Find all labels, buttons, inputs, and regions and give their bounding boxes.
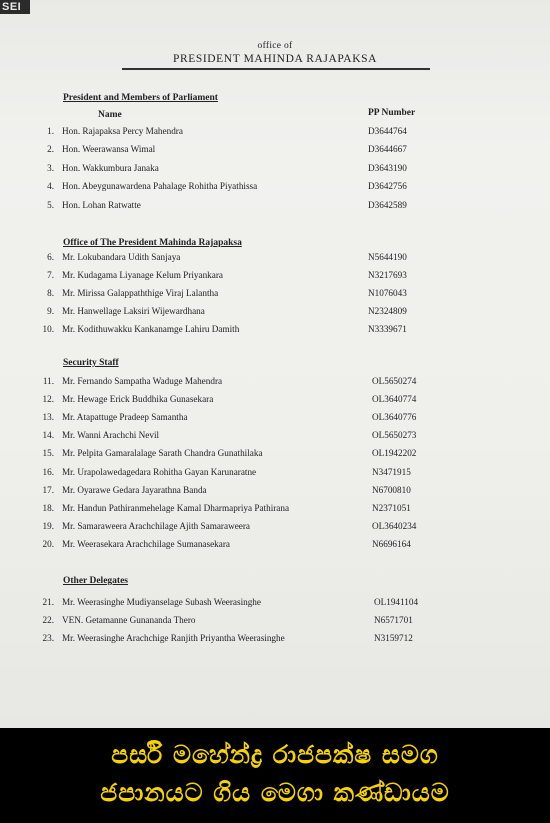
list-item bbox=[0, 503, 550, 517]
passport-number: N3471915 bbox=[372, 466, 411, 477]
item-number: 11. bbox=[42, 376, 54, 386]
item-number: 23. bbox=[42, 633, 54, 644]
item-number: 8. bbox=[47, 288, 54, 299]
delegate-name: Mr. Handun Pathiranmehelage Kamal Dharmapriya Pathirana bbox=[62, 502, 290, 513]
list-item bbox=[0, 412, 550, 426]
section-title: Security Staff bbox=[63, 358, 119, 368]
delegate-name: Mr. Weerasinghe Arachchige Ranjith Priyantha Weerasinghe bbox=[62, 633, 285, 644]
item-number: 21. bbox=[42, 597, 54, 607]
list-item bbox=[0, 394, 550, 408]
caption-line-1: පර්සි මහේන්ද්‍ර රාජපක්ෂ සමග bbox=[111, 740, 439, 769]
passport-number: N2371051 bbox=[372, 502, 411, 513]
passport-number: N6696164 bbox=[372, 538, 411, 549]
item-number: 7. bbox=[47, 270, 54, 281]
passport-number: OL3640776 bbox=[372, 412, 417, 423]
passport-number: OL5650273 bbox=[372, 430, 417, 441]
passport-number: D3644667 bbox=[368, 144, 407, 155]
delegate-name: Mr. Hanwellage Laksiri Wijewardhana bbox=[62, 306, 205, 317]
list-item bbox=[0, 615, 550, 629]
delegate-name: Mr. Weerasekara Arachchilage Sumanasekara bbox=[62, 538, 230, 549]
passport-number: N5644190 bbox=[368, 252, 407, 262]
list-item bbox=[0, 633, 550, 647]
header-divider bbox=[122, 68, 430, 70]
passport-number: OL1942202 bbox=[372, 448, 417, 459]
delegate-name: Mr. Weerasinghe Mudiyanselage Subash Weerasinghe bbox=[62, 597, 261, 607]
item-number: 15. bbox=[42, 448, 54, 459]
list-item bbox=[0, 252, 550, 266]
list-item bbox=[0, 430, 550, 444]
list-item bbox=[0, 288, 550, 302]
delegate-name: Mr. Pelpita Gamaralalage Sarath Chandra Gunathilaka bbox=[62, 448, 263, 459]
list-item bbox=[0, 467, 550, 481]
item-number: 13. bbox=[42, 412, 54, 423]
list-item bbox=[0, 126, 550, 140]
list-item bbox=[0, 597, 550, 611]
list-item bbox=[0, 324, 550, 338]
list-item bbox=[0, 270, 550, 284]
item-number: 10. bbox=[42, 324, 54, 335]
passport-number: N3159712 bbox=[374, 633, 413, 644]
header-office-of: office of bbox=[257, 41, 293, 51]
passport-number: OL3640234 bbox=[372, 520, 417, 531]
delegate-name: Mr. Wanni Arachchi Nevil bbox=[62, 430, 160, 441]
delegate-name: VEN. Getamanne Gunananda Thero bbox=[62, 615, 196, 626]
list-item bbox=[0, 448, 550, 462]
item-number: 4. bbox=[47, 181, 54, 192]
item-number: 6. bbox=[47, 252, 54, 262]
item-number: 14. bbox=[42, 430, 54, 441]
passport-number: N1076043 bbox=[368, 288, 407, 299]
item-number: 2. bbox=[47, 144, 54, 155]
passport-number: D3643190 bbox=[368, 162, 407, 173]
delegate-name: Hon. Rajapaksa Percy Mahendra bbox=[62, 126, 183, 136]
list-item bbox=[0, 144, 550, 158]
delegate-name: Mr. Fernando Sampatha Waduge Mahendra bbox=[62, 376, 223, 386]
delegate-name: Mr. Oyarawe Gedara Jayarathna Banda bbox=[62, 484, 207, 495]
item-number: 17. bbox=[42, 484, 54, 495]
list-item bbox=[0, 306, 550, 320]
delegate-name: Mr. Mirissa Galappaththige Viraj Lalantha bbox=[62, 288, 219, 299]
item-number: 9. bbox=[47, 306, 54, 317]
passport-number: N3339671 bbox=[368, 324, 407, 335]
delegate-name: Hon. Lohan Ratwatte bbox=[62, 199, 141, 210]
delegate-name: Hon. Wakkumbura Janaka bbox=[62, 162, 159, 173]
item-number: 16. bbox=[42, 466, 54, 477]
delegate-name: Hon. Abeygunawardena Pahalage Rohitha Piyathissa bbox=[62, 181, 258, 192]
passport-number: D3644764 bbox=[368, 126, 407, 136]
delegate-name: Mr. Lokubandara Udith Sanjaya bbox=[62, 252, 181, 262]
column-header-pp-number: PP Number bbox=[368, 108, 416, 118]
list-item bbox=[0, 539, 550, 553]
item-number: 18. bbox=[42, 502, 54, 513]
list-item bbox=[0, 163, 550, 177]
passport-number: N2324809 bbox=[368, 306, 407, 317]
item-number: 3. bbox=[47, 162, 54, 173]
passport-number: OL3640774 bbox=[372, 394, 417, 405]
header-president: PRESIDENT MAHINDA RAJAPAKSA bbox=[172, 53, 378, 65]
passport-number: N6571701 bbox=[374, 615, 413, 626]
passport-number: OL5650274 bbox=[372, 376, 417, 386]
delegate-name: Mr. Atapattuge Pradeep Samantha bbox=[62, 412, 188, 423]
item-number: 20. bbox=[42, 538, 54, 549]
section-title: Office of The President Mahinda Rajapaksa bbox=[63, 238, 242, 248]
item-number: 22. bbox=[42, 615, 54, 626]
item-number: 12. bbox=[42, 394, 54, 405]
caption-banner bbox=[0, 728, 550, 823]
passport-number: N6700810 bbox=[372, 484, 411, 495]
corner-fragment-text: SEI bbox=[0, 0, 30, 14]
delegate-name: Mr. Hewage Erick Buddhika Gunasekara bbox=[62, 394, 214, 405]
list-item bbox=[0, 200, 550, 214]
delegate-name: Mr. Kodithuwakku Kankanamge Lahiru Damith bbox=[62, 324, 240, 335]
list-item bbox=[0, 181, 550, 195]
delegate-name: Mr. Samaraweera Arachchilage Ajith Samaraweera bbox=[62, 520, 251, 531]
delegate-name: Hon. Weerawansa Wimal bbox=[62, 144, 156, 155]
passport-number: D3642589 bbox=[368, 199, 407, 210]
caption-line-2: ජපානයට ගිය මෙගා කණ්ඩායම bbox=[100, 778, 450, 807]
passport-number: D3642756 bbox=[368, 181, 407, 192]
column-header-name: Name bbox=[98, 110, 122, 120]
section-title: Other Delegates bbox=[63, 576, 128, 586]
delegate-name: Mr. Kudagama Liyanage Kelum Priyankara bbox=[62, 270, 223, 281]
passport-number: OL1941104 bbox=[374, 597, 419, 607]
list-item bbox=[0, 376, 550, 390]
list-item bbox=[0, 521, 550, 535]
list-item bbox=[0, 485, 550, 499]
item-number: 19. bbox=[42, 520, 54, 531]
item-number: 1. bbox=[47, 126, 54, 136]
section-title: President and Members of Parliament bbox=[63, 93, 218, 103]
passport-number: N3217693 bbox=[368, 270, 407, 281]
delegate-name: Mr. Urapolawedagedara Rohitha Gayan Karunaratne bbox=[62, 466, 257, 477]
item-number: 5. bbox=[47, 199, 54, 210]
